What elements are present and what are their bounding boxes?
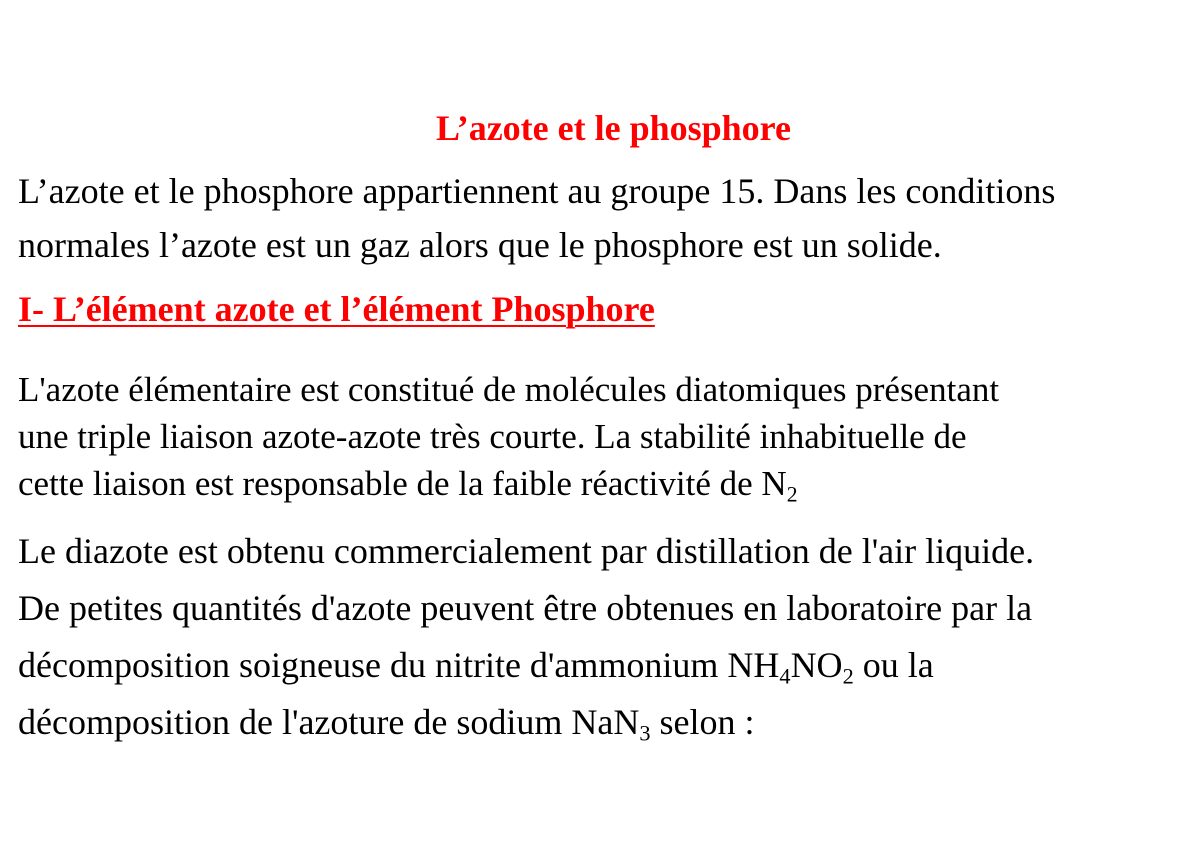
paragraph2-line-3-text-c: ou la <box>853 645 934 685</box>
page-title: L’azote et le phosphore <box>436 108 791 148</box>
paragraph1-line-2: une triple liaison azote-azote très courte. La stabilité inhabituelle de <box>18 417 967 456</box>
intro-line-2: normales l’azote est un gaz alors que le phosphore est un solide. <box>18 225 942 265</box>
paragraph2-line-1: Le diazote est obtenu commercialement par distillation de l'air liquide. <box>18 531 1035 571</box>
paragraph2-line-4-text-a: décomposition de l'azoture de sodium NaN <box>18 702 640 742</box>
paragraph1-line-1: L'azote élémentaire est constitué de molécules diatomiques présentant <box>18 370 1000 409</box>
nh4-subscript: 4 <box>779 663 791 689</box>
nitrogen-element-paragraph <box>18 366 999 507</box>
paragraph2-line-3-text-a: décomposition soigneuse du nitrite d'ammonium NH <box>18 645 780 685</box>
section-heading: I- L’élément azote et l’élément Phosphore <box>18 289 655 329</box>
paragraph2-line-2: De petites quantités d'azote peuvent être obtenues en laboratoire par la <box>18 588 1033 628</box>
diazote-production-paragraph <box>18 523 1034 751</box>
paragraph1-line-3-text: cette liaison est responsable de la faible réactivité de N <box>18 464 787 503</box>
intro-line-1: L’azote et le phosphore appartiennent au groupe 15. Dans les conditions <box>18 171 1056 211</box>
no2-subscript: 2 <box>842 663 854 689</box>
paragraph2-line-3 <box>18 637 1034 694</box>
paragraph2-line-4-text-b: selon : <box>650 702 755 742</box>
paragraph2-line-3-text-b: NO <box>790 645 843 685</box>
n2-subscript: 2 <box>786 482 798 507</box>
intro-paragraph <box>18 164 1055 272</box>
nan3-subscript: 3 <box>639 720 651 746</box>
paragraph2-line-4 <box>18 694 1034 751</box>
paragraph1-line-3 <box>18 460 999 507</box>
